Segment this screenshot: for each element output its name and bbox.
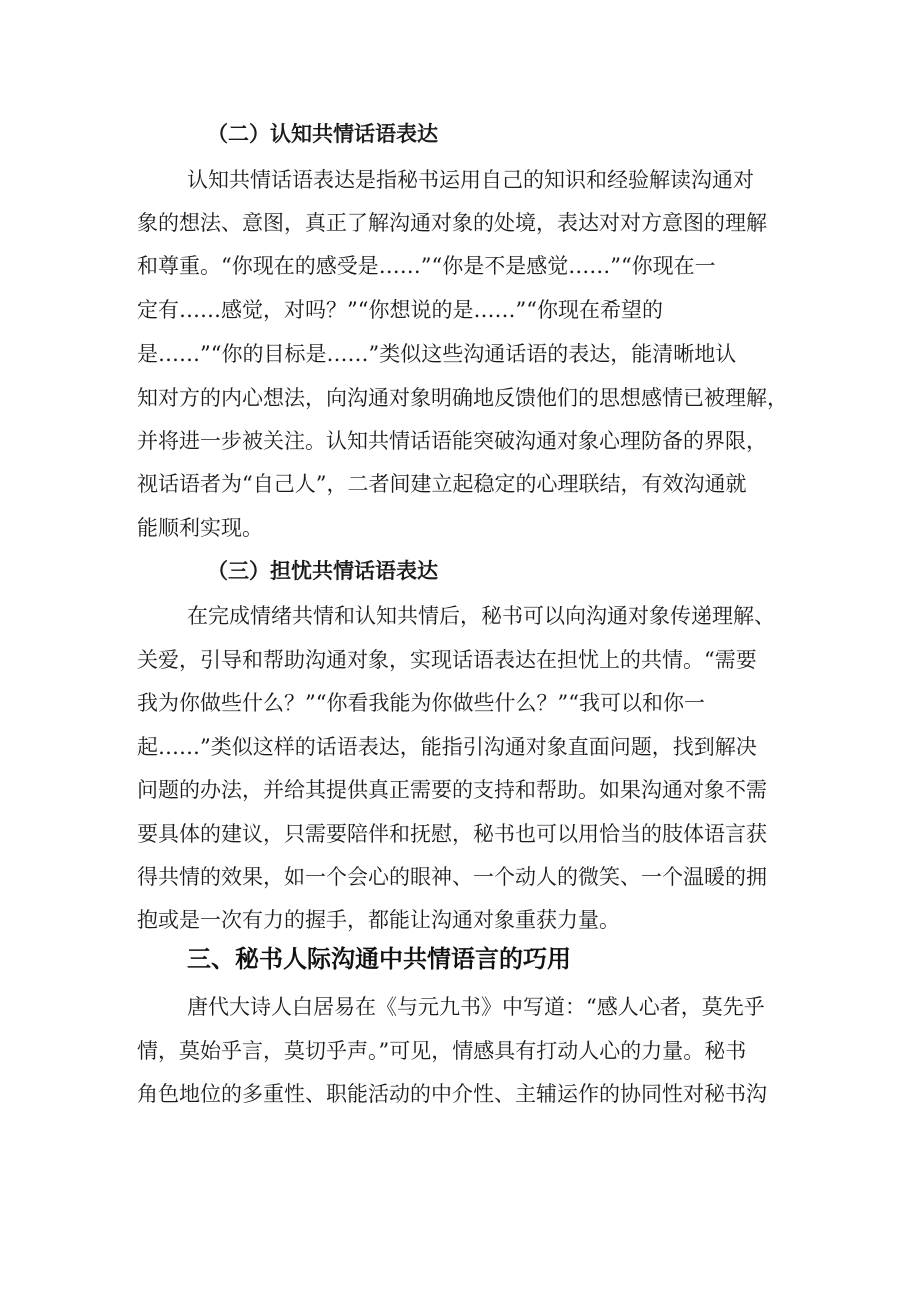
paragraph-line: 唐代大诗人白居易在《与元九书》中写道：“感人心者，莫先乎 — [187, 995, 765, 1019]
paragraph-line: 象的想法、意图，真正了解沟通对象的处境，表达对对方意图的理解 — [137, 211, 767, 235]
paragraph-line: 是……”“你的目标是……”类似这些沟通话语的表达，能清晰地认 — [137, 342, 737, 366]
paragraph-line: 情，莫始乎言，莫切乎声。”可见，情感具有打动人心的力量。秘书 — [137, 1039, 747, 1063]
paragraph-line: 得共情的效果，如一个会心的眼神、一个动人的微笑、一个温暖的拥 — [137, 865, 767, 889]
paragraph-line: 要具体的建议，只需要陪伴和抚慰，秘书也可以用恰当的肢体语言获 — [137, 822, 767, 846]
paragraph-line: 视话语者为“自己人”，二者间建立起稳定的心理联结，有效沟通就 — [137, 472, 747, 496]
paragraph-line: 能顺利实现。 — [137, 516, 263, 540]
paragraph-line: 认知共情话语表达是指秘书运用自己的知识和经验解读沟通对 — [187, 168, 754, 192]
paragraph-line: 并将进一步被关注。认知共情话语能突破沟通对象心理防备的界限， — [137, 429, 767, 453]
paragraph-line: 关爱，引导和帮助沟通对象，实现话语表达在担忧上的共情。“需要 — [137, 648, 757, 672]
section-heading-concern-empathy: （三）担忧共情话语表达 — [207, 558, 438, 583]
paragraph-line: 起……”类似这样的话语表达，能指引沟通对象直面问题，找到解决 — [137, 735, 757, 759]
paragraph-line: 在完成情绪共情和认知共情后，秘书可以向沟通对象传递理解、 — [187, 604, 775, 628]
paragraph-line: 定有……感觉，对吗？”“你想说的是……”“你现在希望的 — [137, 298, 663, 322]
paragraph-line: 问题的办法，并给其提供真正需要的支持和帮助。如果沟通对象不需 — [137, 778, 767, 802]
paragraph-line: 角色地位的多重性、职能活动的中介性、主辅运作的协同性对秘书沟 — [137, 1082, 767, 1106]
paragraph-line: 我为你做些什么？”“你看我能为你做些什么？”“我可以和你一 — [137, 691, 705, 715]
paragraph-line: 知对方的内心想法，向沟通对象明确地反馈他们的思想感情已被理解， — [137, 386, 788, 410]
paragraph-line: 抱或是一次有力的握手，都能让沟通对象重获力量。 — [137, 908, 620, 932]
chapter-heading-empathy-language: 三、秘书人际沟通中共情语言的巧用 — [187, 945, 571, 973]
paragraph-line: 和尊重。“你现在的感受是……”“你是不是感觉……”“你现在一 — [137, 254, 716, 278]
section-heading-cognitive-empathy: （二）认知共情话语表达 — [207, 121, 438, 146]
